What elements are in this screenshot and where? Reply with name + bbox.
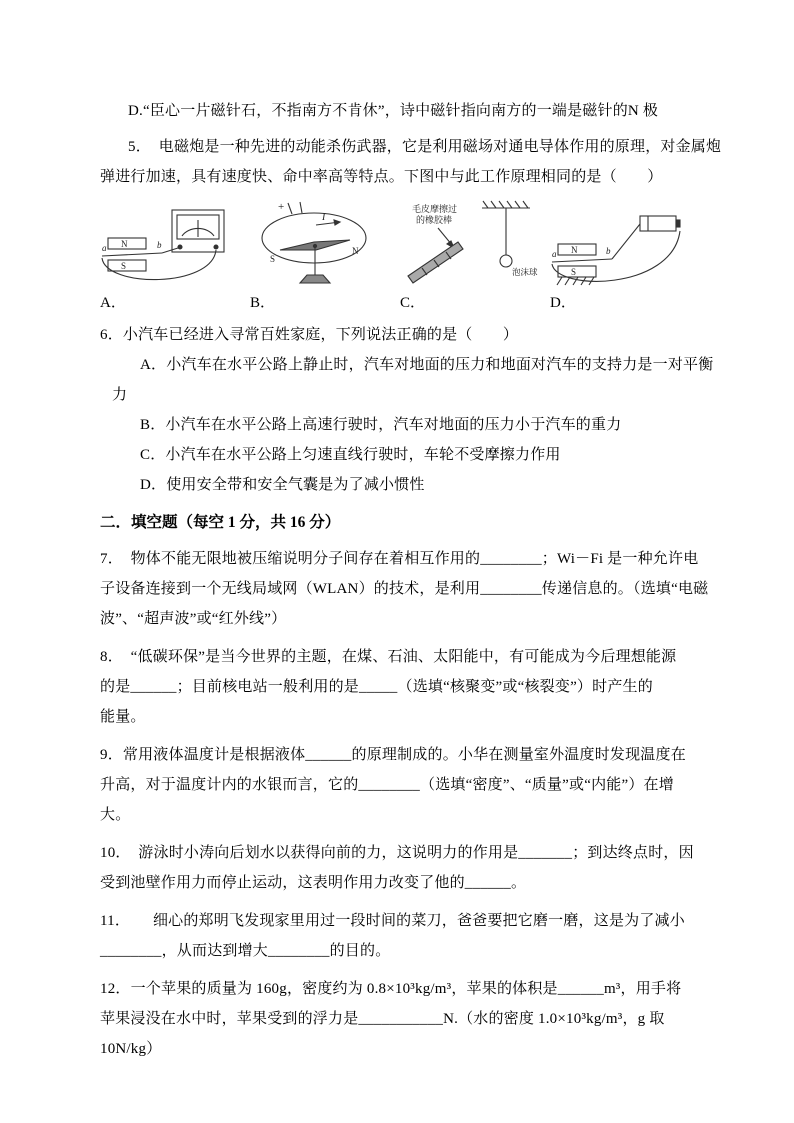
question-10 <box>100 838 700 898</box>
q5-figure-row <box>100 198 700 312</box>
question-12 <box>100 974 700 1064</box>
q9-line-2: 升高，对于温度计内的水银而言，它的________（选填“密度”、“质量”或“内能”）在增 <box>100 777 674 793</box>
q8-line-2: 的是______；目前核电站一般利用的是_____（选填“核聚变”或“核裂变”）时产生的 <box>100 679 653 695</box>
question-9 <box>100 740 700 830</box>
q7-line-2: 子设备连接到一个无线局域网（WLAN）的技术，是利用________传递信息的。（选填“电磁 <box>100 581 709 597</box>
electromagnetic-induction-diagram <box>100 198 240 294</box>
q8-line-1: 8． “低碳环保”是当今世界的主题，在煤、石油、太阳能中，有可能成为今后理想能源 <box>100 649 677 665</box>
wire-b-label: b <box>606 246 611 256</box>
needle-n-label: N <box>352 246 359 256</box>
q6-option-a-line1: A．小汽车在水平公路上静止时，汽车对地面的压力和地面对汽车的支持力是一对平衡 <box>140 357 714 373</box>
magnet-s-label: S <box>571 267 577 277</box>
q5-line-1: 5． 电磁炮是一种先进的动能杀伤武器，它是利用磁场对通电导体作用的原理，对金属炮 <box>128 139 722 155</box>
question-6 <box>100 320 714 500</box>
rod-annotation-line1: 毛皮摩擦过 <box>412 204 458 214</box>
q4-option-d: D.“臣心一片磁针石，不指南方不肯休”，诗中磁针指向南方的一端是磁针的N 极 <box>128 103 659 119</box>
needle-s-label: S <box>270 254 276 264</box>
figure-c-label: C． <box>400 295 426 311</box>
q6-option-d: D．使用安全带和安全气囊是为了减小惯性 <box>140 477 425 493</box>
q9-line-1: 9．常用液体温度计是根据液体______的原理制成的。小华在测量室外温度时发现温度在 <box>100 747 686 763</box>
figure-option-c <box>400 198 550 312</box>
magnet-n-label: N <box>571 245 578 255</box>
q10-line-2: 受到池壁作用力而停止运动，这表明作用力改变了他的______。 <box>100 875 527 891</box>
q11-line-2: ________，从而达到增大________的目的。 <box>100 943 391 959</box>
magnet-s-label: S <box>121 261 127 271</box>
section-2-header: 二．填空题（每空 1 分，共 16 分） <box>100 514 341 531</box>
figure-option-d <box>550 198 700 312</box>
figure-b-label: B． <box>250 295 276 311</box>
conductor-in-field-with-battery-diagram <box>550 198 690 294</box>
question-8 <box>100 642 700 732</box>
q12-line-1: 12．一个苹果的质量为 160g，密度约为 0.8×10³kg/m³，苹果的体积是______m³，用手将 <box>100 981 682 997</box>
question-7 <box>100 544 709 634</box>
q12-line-2: 苹果浸没在水中时，苹果受到的浮力是___________N.（水的密度 1.0×10³kg/m³，g 取 <box>100 1011 665 1027</box>
wire-a-label: a <box>102 243 107 253</box>
q12-line-3: 10N/kg） <box>100 1041 162 1057</box>
wire-a-label: a <box>552 249 557 259</box>
q11-line-1: 11． 细心的郑明飞发现家里用过一段时间的菜刀，爸爸要把它磨一磨，这是为了减小 <box>100 913 685 929</box>
plus-terminal-label: + <box>278 201 285 213</box>
charged-rod-foam-ball-diagram <box>400 198 540 294</box>
q6-stem: 6．小汽车已经进入寻常百姓家庭，下列说法正确的是（ ） <box>100 327 519 343</box>
question-11 <box>100 906 700 966</box>
figure-d-label: D． <box>550 295 576 311</box>
q7-line-3: 波”、“超声波”或“红外线”） <box>100 611 287 627</box>
q6-option-b: B．小汽车在水平公路上高速行驶时，汽车对地面的压力小于汽车的重力 <box>140 417 622 433</box>
q10-line-1: 10． 游泳时小涛向后划水以获得向前的力，这说明力的作用是_______；到达终点时，因 <box>100 845 694 861</box>
q6-option-c: C．小汽车在水平公路上匀速直线行驶时，车轮不受摩擦力作用 <box>140 447 561 463</box>
q6-option-a-line2: 力 <box>112 387 128 403</box>
q7-line-1: 7． 物体不能无限地被压缩说明分子间存在着相互作用的________；Wi－Fi 是一种允许电 <box>100 551 699 567</box>
figure-option-b <box>250 198 400 312</box>
rod-annotation-line2: 的橡胶棒 <box>416 215 453 225</box>
q9-line-3: 大。 <box>100 807 131 823</box>
figure-a-label: A． <box>100 295 126 311</box>
foam-ball-label: 泡沫球 <box>512 267 538 277</box>
question-5 <box>100 132 722 192</box>
current-label: I <box>322 212 326 223</box>
q8-line-3: 能量。 <box>100 709 146 725</box>
q5-line-2: 弹进行加速，具有速度快、命中率高等特点。下图中与此工作原理相同的是（ ） <box>100 169 663 185</box>
figure-option-a <box>100 198 250 312</box>
magnet-n-label: N <box>121 239 128 249</box>
compass-coil-diagram <box>250 198 390 294</box>
wire-b-label: b <box>157 240 162 250</box>
